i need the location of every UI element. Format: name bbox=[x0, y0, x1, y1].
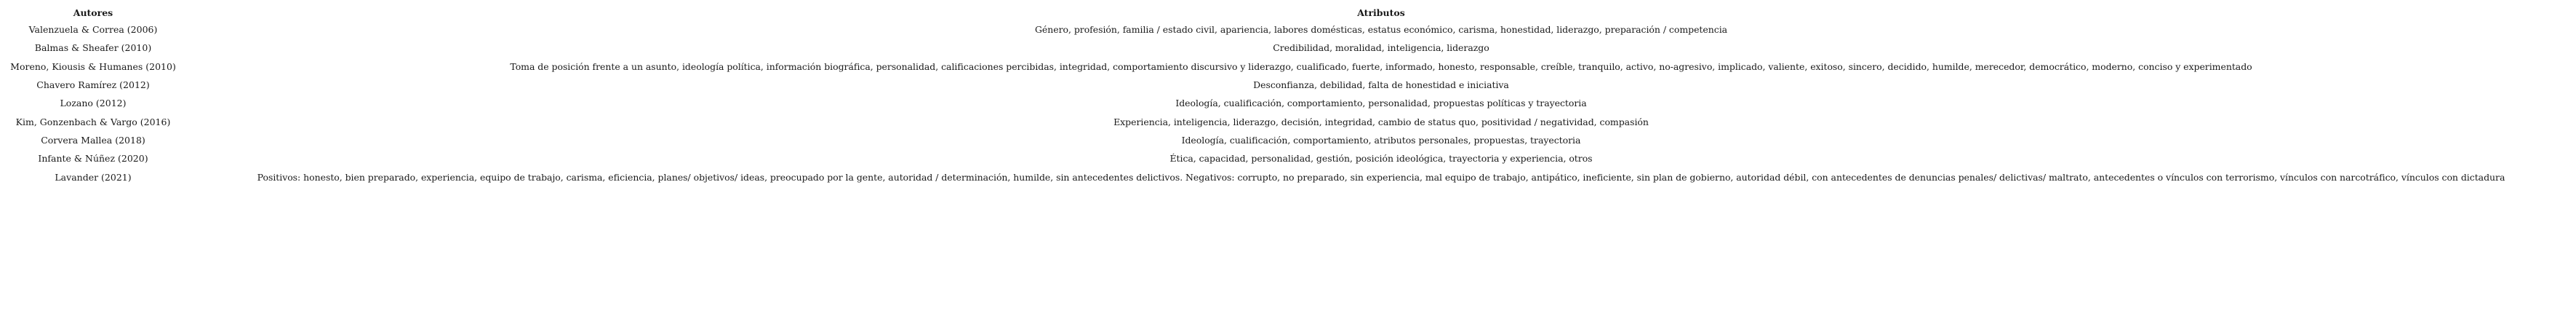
table-row bbox=[0, 58, 2576, 76]
attributes-cell: Desconfianza, debilidad, falta de honestidad e iniciativa bbox=[1253, 79, 1509, 91]
table-row bbox=[0, 112, 2576, 130]
attributes-cell: Género, profesión, familia / estado civil, apariencia, labores domésticas, estatus económico, carisma, honestidad, liderazgo, preparación / competencia bbox=[1034, 24, 1728, 36]
author-cell: Kim, Gonzenbach & Vargo (2016) bbox=[15, 116, 171, 127]
attributes-cell: Toma de posición frente a un asunto, ideología política, información biográfica, personalidad, calificaciones percibidas, integridad, comportamiento discursivo y liderazgo, cualificado, fuerte, informado, honesto, responsable, creíble, tranquilo, activo, no-agresivo, implicado, valiente, exitoso, sincero, decidido, humilde, merecedor, democrático, moderno, conciso y experimentado bbox=[510, 60, 2252, 72]
author-cell: Valenzuela & Correa (2006) bbox=[28, 24, 158, 36]
attributes-cell: Positivos: honesto, bien preparado, experiencia, equipo de trabajo, carisma, eficiencia, planes/ objetivos/ ideas, preocupado por la gente, autoridad / determinación, humilde, sin antecedentes delictivos. Negativos: corrupto, no preparado, sin experiencia, mal equipo de trabajo, antipático, ineficiente, sin plan de gobierno, autoridad débil, con antecedentes de denuncias penales/ delictivas/ maltrato, antecedentes o vínculos con terrorismo, vínculos con narcotráfico, vínculos con dictadura bbox=[257, 171, 2505, 183]
attributes-cell: Ideología, cualificación, comportamiento, personalidad, propuestas políticas y trayectoria bbox=[1175, 98, 1587, 109]
table-row bbox=[0, 167, 2576, 186]
table-row bbox=[0, 39, 2576, 57]
attributes-cell: Ética, capacidad, personalidad, gestión, posición ideológica, trayectoria y experiencia, otros bbox=[1169, 153, 1593, 165]
table-row bbox=[0, 94, 2576, 112]
attributes-cell: Experiencia, inteligencia, liderazgo, decisión, integridad, cambio de status quo, positividad / negatividad, compasión bbox=[1113, 116, 1649, 127]
table-row bbox=[0, 131, 2576, 149]
attributes-cell: Credibilidad, moralidad, inteligencia, liderazgo bbox=[1273, 42, 1489, 54]
column-header-atributos: Atributos bbox=[1357, 7, 1405, 18]
author-cell: Lavander (2021) bbox=[55, 171, 132, 183]
author-cell: Infante & Núñez (2020) bbox=[38, 153, 148, 165]
authors-attributes-table bbox=[0, 4, 2576, 186]
table-row bbox=[0, 20, 2576, 39]
author-cell: Lozano (2012) bbox=[60, 98, 127, 109]
attributes-cell: Ideología, cualificación, comportamiento, atributos personales, propuestas, trayectoria bbox=[1181, 134, 1581, 146]
table-row bbox=[0, 76, 2576, 94]
column-header-autores: Autores bbox=[73, 7, 113, 18]
author-cell: Moreno, Kiousis & Humanes (2010) bbox=[10, 60, 176, 72]
author-cell: Corvera Mallea (2018) bbox=[41, 134, 145, 146]
table-row bbox=[0, 149, 2576, 167]
author-cell: Balmas & Sheafer (2010) bbox=[34, 42, 152, 54]
table-header-row bbox=[0, 4, 2576, 20]
author-cell: Chavero Ramírez (2012) bbox=[36, 79, 150, 91]
